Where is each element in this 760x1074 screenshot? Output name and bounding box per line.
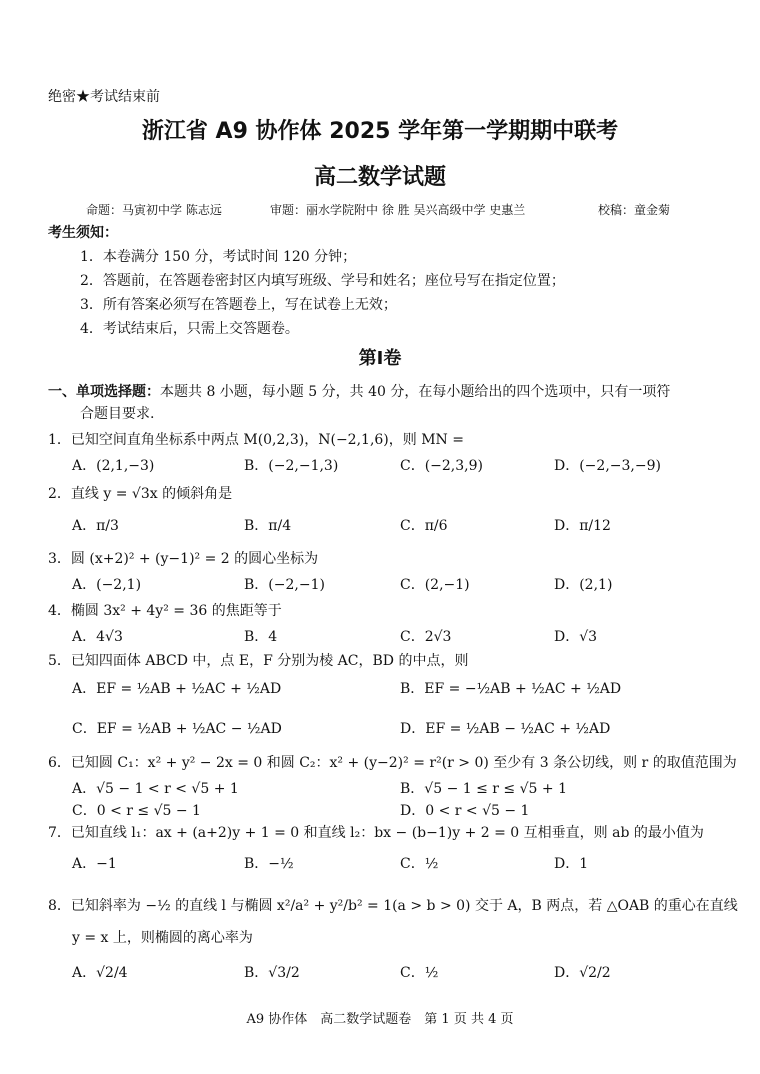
section-heading — [48, 381, 670, 401]
question-stem: 2．直线 y = √3x 的倾斜角是 — [48, 486, 233, 502]
credits-author: 命题：马寅初中学 陈志远 — [86, 203, 222, 217]
option-a: A．EF = ½AB + ½AC + ½AD — [72, 681, 282, 697]
question-stem: 6．已知圆 C₁：x² + y² − 2x = 0 和圆 C₂：x² + (y−2)² = r²(r > 0) 至少有 3 条公切线，则 r 的取值范围为 — [48, 755, 737, 771]
option-a: A．√2/4 — [72, 965, 128, 981]
option-d: D．1 — [554, 856, 589, 872]
exam-title: 浙江省 A9 协作体 2025 学年第一学期期中联考 — [141, 119, 619, 144]
notice-title: 考生须知： — [48, 225, 118, 241]
page-footer: A9 协作体 高二数学试题卷 第 1 页 共 4 页 — [246, 1012, 514, 1027]
option-a: A．(2,1,−3) — [72, 458, 155, 474]
option-a: A．−1 — [72, 856, 117, 872]
option-c: C．½ — [400, 856, 439, 872]
option-c: C．(2,−1) — [400, 577, 470, 593]
section-label: 一、单项选择题： — [48, 384, 160, 400]
section-text-cont: 合题目要求. — [80, 406, 155, 422]
option-d: D．√2/2 — [554, 965, 611, 981]
option-c: C．EF = ½AB + ½AC − ½AD — [72, 721, 282, 737]
question-stem-cont: y = x 上，则椭圆的离心率为 — [72, 930, 253, 946]
option-b: B．(−2,−1) — [244, 577, 325, 593]
option-b: B．−½ — [244, 856, 294, 872]
option-d: D．π/12 — [554, 518, 611, 534]
notice-item: 4．考试结束后，只需上交答题卷。 — [80, 321, 299, 337]
question-stem: 4．椭圆 3x² + 4y² = 36 的焦距等于 — [48, 603, 282, 619]
option-b: B．√3/2 — [244, 965, 300, 981]
option-a: A．√5 − 1 < r < √5 + 1 — [72, 781, 239, 797]
option-b: B．√5 − 1 ≤ r ≤ √5 + 1 — [400, 781, 567, 797]
credits-proof: 校稿：童金菊 — [598, 203, 671, 217]
option-d: D．(2,1) — [554, 577, 613, 593]
option-a: A．(−2,1) — [72, 577, 142, 593]
option-c: C．(−2,3,9) — [400, 458, 483, 474]
option-b: B．EF = −½AB + ½AC + ½AD — [400, 681, 622, 697]
notice-item: 1．本卷满分 150 分，考试时间 120 分钟； — [80, 249, 357, 265]
option-d: D．√3 — [554, 629, 598, 645]
option-a: A．4√3 — [72, 629, 123, 645]
option-a: A．π/3 — [72, 518, 119, 534]
question-stem: 8．已知斜率为 −½ 的直线 l 与椭圆 x²/a² + y²/b² = 1(a > b > 0) 交于 A，B 两点，若 △OAB 的重心在直线 — [48, 898, 738, 914]
question-stem: 3．圆 (x+2)² + (y−1)² = 2 的圆心坐标为 — [48, 551, 319, 567]
volume-heading: 第Ⅰ卷 — [358, 348, 402, 369]
exam-subtitle: 高二数学试题 — [313, 165, 446, 190]
option-d: D．(−2,−3,−9) — [554, 458, 661, 474]
option-b: B．(−2,−1,3) — [244, 458, 339, 474]
option-c: C．π/6 — [400, 518, 448, 534]
question-stem: 7．已知直线 l₁：ax + (a+2)y + 1 = 0 和直线 l₂：bx − (b−1)y + 2 = 0 互相垂直，则 ab 的最小值为 — [48, 825, 704, 841]
section-text: 本题共 8 小题，每小题 5 分，共 40 分，在每小题给出的四个选项中，只有一项符 — [160, 384, 671, 400]
credits-review: 审题：丽水学院附中 徐 胜 吴兴高级中学 史惠兰 — [270, 203, 526, 217]
option-c: C．2√3 — [400, 629, 452, 645]
option-b: B．π/4 — [244, 518, 292, 534]
notice-item: 2．答题前，在答题卷密封区内填写班级、学号和姓名；座位号写在指定位置； — [80, 273, 565, 289]
option-c: C．½ — [400, 965, 439, 981]
notice-item: 3．所有答案必须写在答题卷上，写在试卷上无效； — [80, 297, 397, 313]
question-stem: 5．已知四面体 ABCD 中，点 E，F 分别为棱 AC，BD 的中点，则 — [48, 653, 469, 669]
question-stem: 1．已知空间直角坐标系中两点 M(0,2,3)，N(−2,1,6)，则 MN = — [48, 432, 464, 448]
option-d: D．0 < r < √5 − 1 — [400, 803, 530, 819]
confidential-label: 绝密★考试结束前 — [48, 89, 160, 105]
option-c: C．0 < r ≤ √5 − 1 — [72, 803, 201, 819]
option-d: D．EF = ½AB − ½AC + ½AD — [400, 721, 611, 737]
option-b: B．4 — [244, 629, 278, 645]
